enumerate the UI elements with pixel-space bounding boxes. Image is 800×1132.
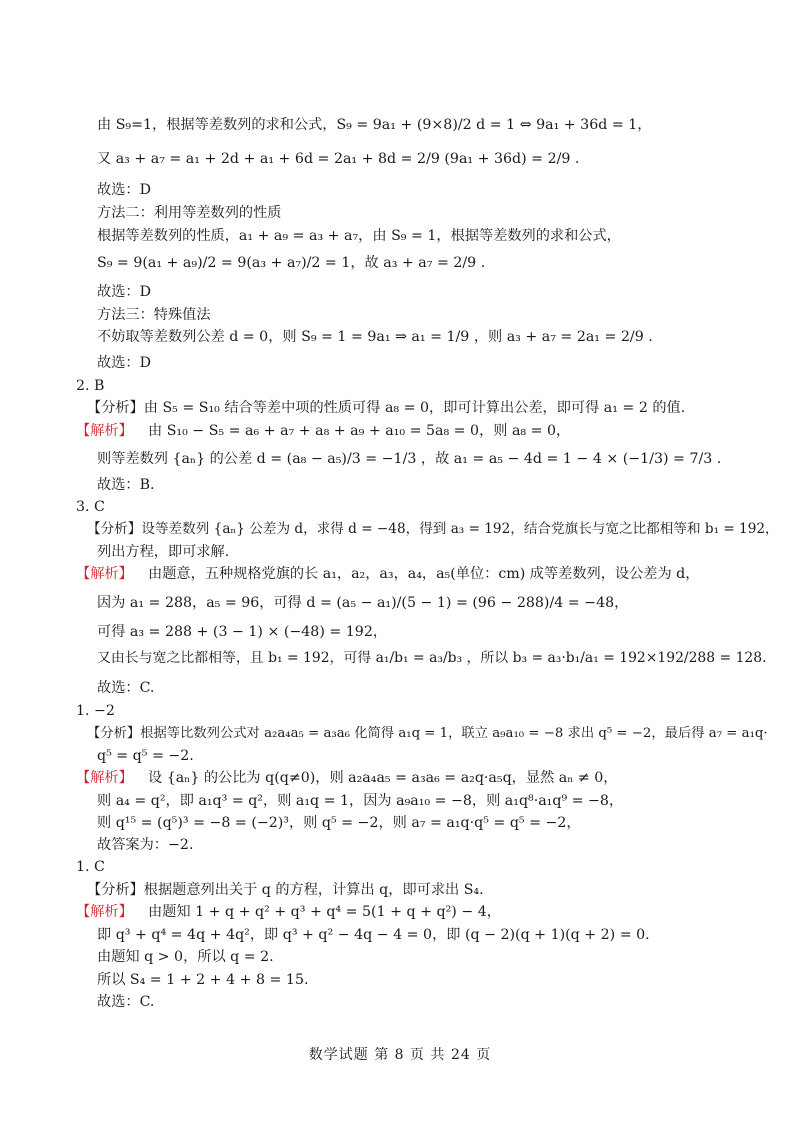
line-28: q⁵ = q⁵ = −2. <box>97 748 194 764</box>
line-30: 设 {aₙ} 的公比为 q(q≠0)，则 a₂a₄a₅ = a₃a₆ = a₂q·a₅q，显然 aₙ ≠ 0， <box>148 770 618 786</box>
analysis-2: 【分析】由 S₅ = S₁₀ 结合等差中项的性质可得 a₈ = 0，即可计算出公差，即可得 a₁ = 2 的值. <box>87 400 686 416</box>
line-40: 所以 S₄ = 1 + 2 + 4 + 8 = 15. <box>97 972 309 988</box>
line-15: 则等差数列 {aₙ} 的公差 d = (a₈ − a₅)/3 = −1/3 ，故 a₁ = a₅ − 4d = 1 − 4 × (−1/3) = 7/3 . <box>97 451 722 467</box>
analysis-3: 【分析】设等差数列 {aₙ} 公差为 d，求得 d = −48，得到 a₃ = 192，结合党旗长与宽之比都相等和 b₁ = 192， <box>87 521 779 537</box>
line-6: S₉ = 9(a₁ + a₉)/2 = 9(a₃ + a₇)/2 = 1，故 a₃ + a₇ = 2/9 . <box>97 255 486 271</box>
line-39: 由题知 q > 0，所以 q = 2. <box>97 949 274 965</box>
line-5: 根据等差数列的性质，a₁ + a₉ = a₃ + a₇，由 S₉ = 1，根据等差数列的求和公式， <box>97 228 621 244</box>
line-31: 则 a₄ = q²，即 a₁q³ = q²，则 a₁q = 1，因为 a₉a₁₀ = −8，则 a₁q⁸·a₁q⁹ = −8， <box>97 793 624 809</box>
solution-tag-4: 【解析】 <box>76 770 133 786</box>
line-21: 由题意，五种规格党旗的长 a₁，a₂，a₃，a₄，a₅(单位：cm) 成等差数列，设公差为 d， <box>148 566 700 582</box>
line-32: 则 q¹⁵ = (q⁵)³ = −8 = (−2)³，则 q⁵ = −2，则 a₇ = a₁q·q⁵ = q⁵ = −2， <box>97 815 581 831</box>
method-3-heading: 方法三：特殊值法 <box>97 307 211 323</box>
line-25: 故选：C. <box>97 680 155 696</box>
line-2: 又 a₃ + a₇ = a₁ + 2d + a₁ + 6d = 2a₁ + 8d = 2/9 (9a₁ + 36d) = 2/9 . <box>97 151 580 167</box>
line-37: 由题知 1 + q + q² + q³ + q⁴ = 5(1 + q + q²) − 4， <box>148 904 501 920</box>
line-10: 故选：D <box>97 355 151 371</box>
line-9: 不妨取等差数列公差 d = 0，则 S₉ = 1 = 9a₁ ⇒ a₁ = 1/9 ，则 a₃ + a₇ = 2a₁ = 2/9 . <box>97 329 653 345</box>
line-14: 由 S₁₀ − S₅ = a₆ + a₇ + a₈ + a₉ + a₁₀ = 5a₈ = 0，则 a₈ = 0， <box>148 423 571 439</box>
answer-2: 2. B <box>76 378 105 394</box>
analysis-4: 【分析】根据等比数列公式对 a₂a₄a₅ = a₃a₆ 化简得 a₁q = 1，联立 a₉a₁₀ = −8 求出 q⁵ = −2，最后得 a₇ = a₁q· <box>87 726 768 741</box>
line-7: 故选：D <box>97 284 151 300</box>
line-33: 故答案为：−2. <box>97 837 194 853</box>
answer-4: 1. −2 <box>76 703 115 719</box>
solution-tag-2: 【解析】 <box>76 423 133 439</box>
line-24: 又由长与宽之比都相等，且 b₁ = 192，可得 a₁/b₁ = a₃/b₃ ，所以 b₃ = a₃·b₁/a₁ = 192×192/288 = 128. <box>97 650 767 666</box>
answer-5: 1. C <box>76 859 105 875</box>
line-1: 由 S₉=1，根据等差数列的求和公式，S₉ = 9a₁ + (9×8)/2 d = 1 ⇔ 9a₁ + 36d = 1， <box>97 117 652 133</box>
line-38: 即 q³ + q⁴ = 4q + 4q²，即 q³ + q² − 4q − 4 = 0，即 (q − 2)(q + 1)(q + 2) = 0. <box>97 927 650 943</box>
line-19: 列出方程，即可求解. <box>97 544 230 560</box>
analysis-5: 【分析】根据题意列出关于 q 的方程，计算出 q，即可求出 S₄. <box>87 882 484 898</box>
line-16: 故选：B. <box>97 477 155 493</box>
line-3: 故选：D <box>97 182 151 198</box>
answer-3: 3. C <box>76 499 105 515</box>
solution-tag-5: 【解析】 <box>76 904 133 920</box>
line-22: 因为 a₁ = 288，a₅ = 96，可得 d = (a₅ − a₁)/(5 − 1) = (96 − 288)/4 = −48， <box>97 595 629 611</box>
solution-tag-3: 【解析】 <box>76 566 133 582</box>
page-footer: 数学试题 第 8 页 共 24 页 <box>308 1047 492 1063</box>
method-2-heading: 方法二：利用等差数列的性质 <box>97 205 282 221</box>
line-41: 故选：C. <box>97 994 155 1010</box>
line-23: 可得 a₃ = 288 + (3 − 1) × (−48) = 192， <box>97 624 388 640</box>
